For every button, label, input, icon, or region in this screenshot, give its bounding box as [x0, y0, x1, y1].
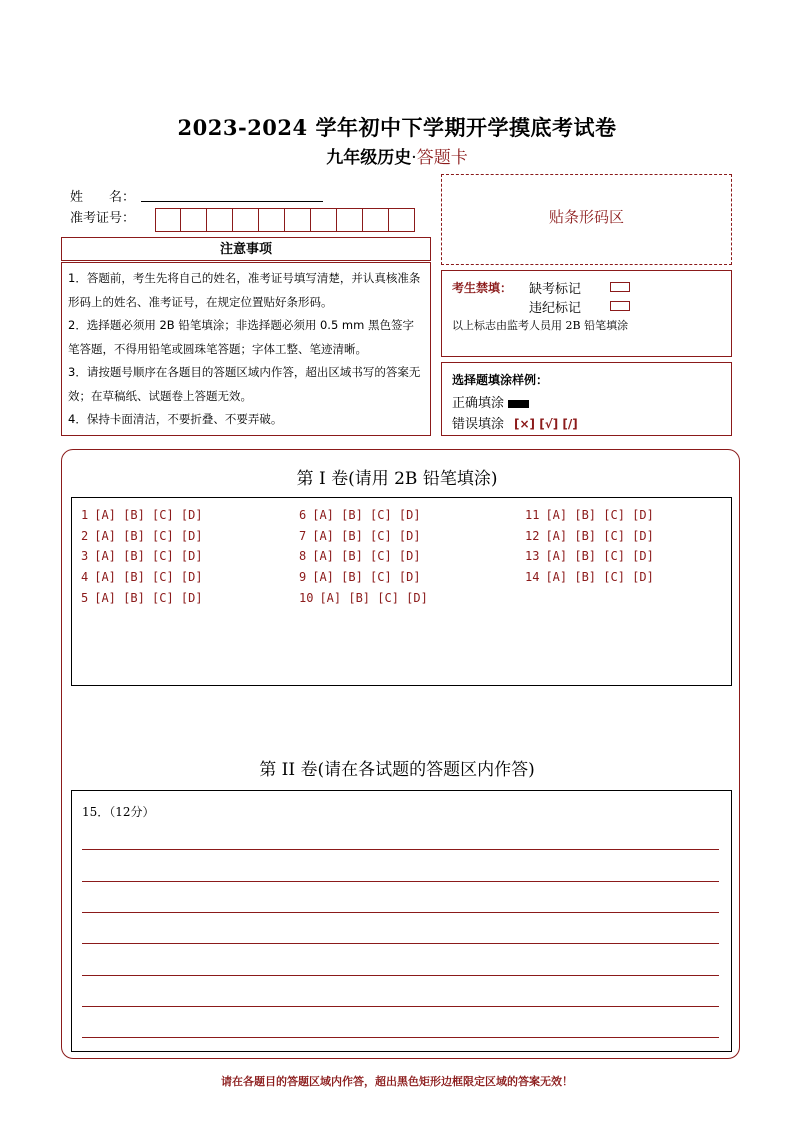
- note-item-2: 2．选择题必须用 2B 铅笔填涂；非选择题必须用 0.5 mm 黑色签字笔答题，不得用铅笔或圆珠笔答题；字体工整、笔迹清晰。: [68, 318, 414, 356]
- notes-title: 注意事项: [61, 237, 431, 261]
- sample-label: 选择题填涂样例：: [452, 373, 549, 387]
- exam-id-cell[interactable]: [233, 208, 259, 232]
- name-field[interactable]: [141, 201, 323, 202]
- violation-mark-box[interactable]: [610, 301, 630, 311]
- note-item-4: 4．保持卡面清洁，不要折叠、不要弄破。: [68, 412, 283, 426]
- subtitle-separator: ·: [411, 148, 417, 168]
- page-title: 2023-2024 学年初中下学期开学摸底考试卷: [177, 115, 617, 140]
- violation-mark-label: 违纪标记: [529, 301, 582, 316]
- note-item-3: 3．请按题号顺序在各题目的答题区域内作答，超出区域书写的答案无效；在草稿纸、试题卷上答题无效。: [68, 365, 421, 403]
- page-subtitle: [0, 143, 794, 168]
- question-number: 8: [299, 549, 307, 563]
- subtitle-subject: 九年级历史: [326, 148, 412, 168]
- answer-options[interactable]: [A] [B] [C] [D]: [94, 570, 203, 584]
- answer-options[interactable]: [A] [B] [C] [D]: [545, 508, 654, 522]
- exam-id-cell[interactable]: [181, 208, 207, 232]
- notes-box: [61, 262, 431, 436]
- part1-title: 第 I 卷(请用 2B 铅笔填涂): [296, 469, 498, 489]
- answer-line: [82, 881, 719, 882]
- choice-question-6[interactable]: [299, 508, 421, 522]
- answer-options[interactable]: [A] [B] [C] [D]: [545, 529, 654, 543]
- choice-question-1[interactable]: [81, 508, 203, 522]
- forbid-label: 考生禁填：: [452, 281, 513, 295]
- wrong-fill-label: 错误填涂: [452, 417, 505, 432]
- exam-id-cells[interactable]: [155, 208, 415, 232]
- question-number: 10: [299, 591, 314, 605]
- answer-options[interactable]: [A] [B] [C] [D]: [312, 570, 421, 584]
- forbid-note: 以上标志由监考人员用 2B 铅笔填涂: [452, 319, 629, 332]
- exam-id-cell[interactable]: [285, 208, 311, 232]
- choice-question-14[interactable]: [525, 570, 654, 584]
- question-number: 1: [81, 508, 89, 522]
- exam-id-cell[interactable]: [363, 208, 389, 232]
- answer-options[interactable]: [A] [B] [C] [D]: [94, 529, 203, 543]
- correct-fill-label: 正确填涂: [452, 396, 505, 411]
- correct-fill-sample: [508, 400, 529, 408]
- exam-id-label: 准考证号：: [70, 211, 136, 226]
- notes-list: [68, 267, 424, 432]
- wrong-fill-row: [452, 413, 578, 432]
- answer-options[interactable]: [A] [B] [C] [D]: [312, 529, 421, 543]
- name-label: 姓 名：: [70, 190, 136, 205]
- note-item-1: 1．答题前，考生先将自己的姓名，准考证号填写清楚，并认真核准条形码上的姓名、准考证号，在规定位置贴好条形码。: [68, 271, 421, 309]
- answer-line: [82, 849, 719, 850]
- sample-box: [441, 362, 732, 436]
- answer-options[interactable]: [A] [B] [C] [D]: [545, 570, 654, 584]
- answer-options[interactable]: [A] [B] [C] [D]: [312, 549, 421, 563]
- choice-question-9[interactable]: [299, 570, 421, 584]
- exam-id-cell[interactable]: [389, 208, 415, 232]
- barcode-label: 贴条形码区: [548, 208, 624, 226]
- question-number: 3: [81, 549, 89, 563]
- question-number: 13: [525, 549, 540, 563]
- answer-options[interactable]: [A] [B] [C] [D]: [94, 508, 203, 522]
- part2-title: 第 II 卷(请在各试题的答题区内作答): [259, 760, 535, 780]
- exam-id-cell[interactable]: [155, 208, 181, 232]
- choice-grid: [71, 497, 732, 686]
- question-number: 9: [299, 570, 307, 584]
- choice-question-3[interactable]: [81, 549, 203, 563]
- choice-question-7[interactable]: [299, 529, 421, 543]
- answer-options[interactable]: [A] [B] [C] [D]: [94, 549, 203, 563]
- question-number: 4: [81, 570, 89, 584]
- question-number: 7: [299, 529, 307, 543]
- choice-question-2[interactable]: [81, 529, 203, 543]
- answer-line: [82, 1037, 719, 1038]
- choice-question-11[interactable]: [525, 508, 654, 522]
- choice-question-5[interactable]: [81, 591, 203, 605]
- exam-id-cell[interactable]: [207, 208, 233, 232]
- answer-options[interactable]: [A] [B] [C] [D]: [94, 591, 203, 605]
- answer-line: [82, 975, 719, 976]
- question-15-label: 15．（12分）: [82, 805, 155, 819]
- choice-question-10[interactable]: [299, 591, 428, 605]
- question-number: 2: [81, 529, 89, 543]
- choice-question-12[interactable]: [525, 529, 654, 543]
- absent-mark-label: 缺考标记: [529, 282, 582, 297]
- question-number: 5: [81, 591, 89, 605]
- correct-fill-row: [452, 392, 529, 411]
- exam-id-cell[interactable]: [259, 208, 285, 232]
- question-number: 14: [525, 570, 540, 584]
- answer-line: [82, 943, 719, 944]
- answer-options[interactable]: [A] [B] [C] [D]: [545, 549, 654, 563]
- choice-question-13[interactable]: [525, 549, 654, 563]
- wrong-fill-samples: [×] [√] [/]: [514, 417, 578, 431]
- question-number: 12: [525, 529, 540, 543]
- barcode-area: [441, 174, 732, 265]
- answer-options[interactable]: [A] [B] [C] [D]: [319, 591, 428, 605]
- footer-warning: 请在各题目的答题区域内作答，超出黑色矩形边框限定区域的答案无效！: [221, 1075, 573, 1088]
- exam-id-cell[interactable]: [311, 208, 337, 232]
- subtitle-suffix: 答题卡: [416, 148, 468, 168]
- choice-question-8[interactable]: [299, 549, 421, 563]
- absent-mark-box[interactable]: [610, 282, 630, 292]
- answer-line: [82, 1006, 719, 1007]
- answer-box-15[interactable]: [71, 790, 732, 1052]
- choice-question-4[interactable]: [81, 570, 203, 584]
- exam-id-cell[interactable]: [337, 208, 363, 232]
- question-number: 11: [525, 508, 540, 522]
- answer-line: [82, 912, 719, 913]
- question-number: 6: [299, 508, 307, 522]
- answer-options[interactable]: [A] [B] [C] [D]: [312, 508, 421, 522]
- forbid-box: [441, 270, 732, 357]
